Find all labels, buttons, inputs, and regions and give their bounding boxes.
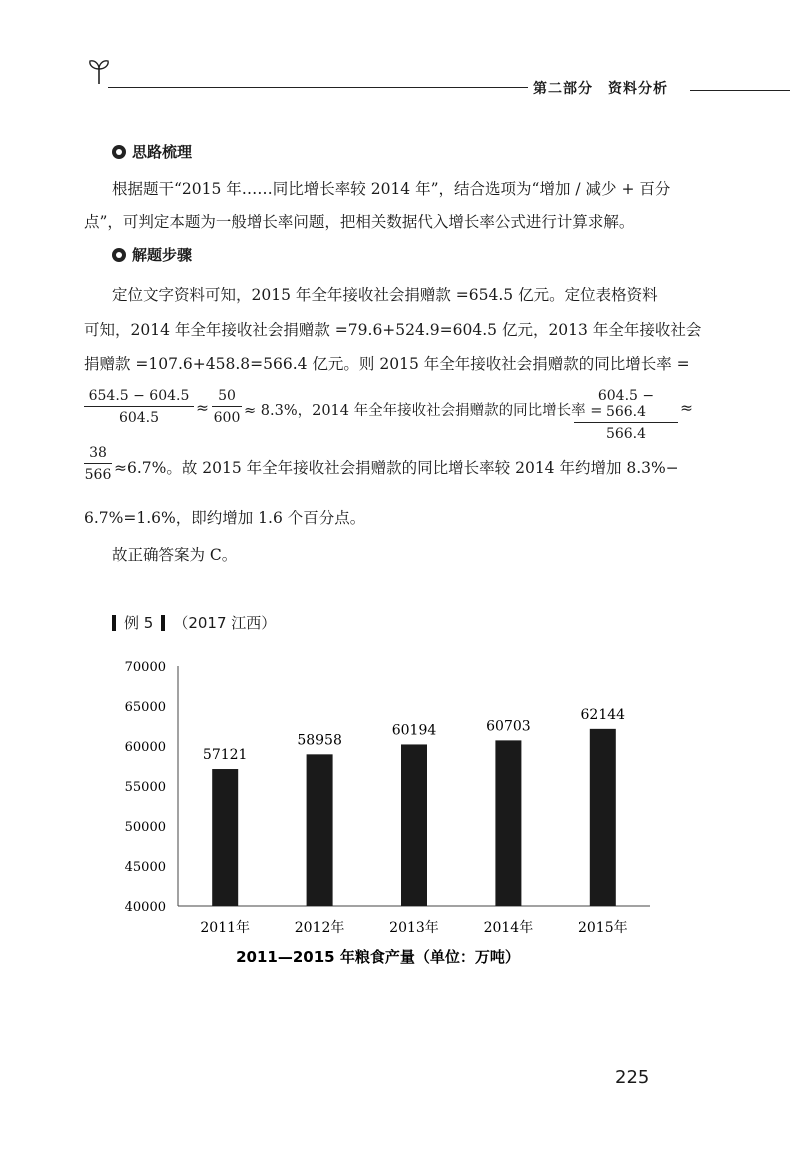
y-tick-label: 40000 [124, 900, 166, 915]
data-label: 62144 [580, 706, 626, 723]
steps-icon [112, 248, 126, 262]
y-tick-label: 65000 [124, 700, 166, 715]
sprout-icon [86, 56, 112, 86]
bar-2012年 [307, 754, 333, 906]
fraction-4-denominator: 566 [84, 467, 112, 483]
fraction-1-numerator: 654.5 − 604.5 [84, 388, 194, 407]
steps-line-3: 捐赠款 =107.6+458.8=566.4 亿元。则 2015 年全年接收社会捐赠款的同比增长率 = [84, 355, 690, 373]
bar-2014年 [495, 740, 521, 906]
steps-line-1: 定位文字资料可知，2015 年全年接收社会捐赠款 =654.5 亿元。定位表格资料 [112, 286, 658, 304]
gear-icon [112, 145, 126, 159]
header-rule-left [108, 87, 528, 88]
bar-2013年 [401, 744, 427, 906]
example-marker-left [112, 615, 116, 631]
y-tick-label: 55000 [124, 780, 166, 795]
data-label: 60194 [391, 722, 437, 739]
fraction-4-numerator: 38 [84, 445, 112, 464]
thinking-heading [112, 141, 192, 162]
x-tick-label: 2015年 [577, 920, 628, 936]
steps-heading [112, 244, 192, 265]
approx-sign-1: ≈ [196, 399, 209, 417]
answer-line: 故正确答案为 C。 [112, 546, 238, 564]
example-label [112, 612, 276, 633]
steps-line-6: 6.7%=1.6%，即约增加 1.6 个百分点。 [84, 509, 366, 527]
thinking-title: 思路梳理 [132, 143, 193, 161]
page-number: 225 [615, 1067, 650, 1088]
header-rule-right [690, 90, 790, 91]
example-number: 例 5 [124, 614, 154, 632]
fraction-1-denominator: 604.5 [118, 410, 160, 426]
x-tick-label: 2012年 [294, 920, 345, 936]
fraction-3-numerator: 604.5 − 566.4 [574, 388, 678, 423]
section-header: 第二部分 资料分析 [533, 81, 668, 97]
fraction-4 [84, 445, 112, 483]
bar-2011年 [212, 769, 238, 906]
data-label: 57121 [202, 747, 248, 764]
y-tick-label: 45000 [124, 860, 166, 875]
data-label: 60703 [486, 718, 531, 735]
steps-line-2: 可知，2014 年全年接收社会捐赠款 =79.6+524.9=604.5 亿元，2013 年全年接收社会 [84, 321, 702, 339]
bar-2015年 [590, 729, 616, 906]
fraction-3-denominator: 566.4 [605, 426, 647, 442]
formula-mid-text: ≈ 8.3%，2014 年全年接收社会捐赠款的同比增长率 = [244, 403, 603, 419]
fraction-2 [212, 388, 242, 426]
example-marker-right [161, 615, 165, 631]
approx-sign-2: ≈ [680, 399, 693, 417]
y-tick-label: 50000 [124, 820, 166, 835]
fraction-2-denominator: 600 [213, 410, 241, 426]
y-tick-label: 70000 [124, 660, 166, 675]
x-tick-label: 2014年 [483, 920, 534, 936]
x-tick-label: 2013年 [389, 920, 439, 936]
y-tick-label: 60000 [124, 740, 166, 755]
x-tick-label: 2011年 [200, 920, 251, 936]
fraction-1 [84, 388, 194, 426]
fraction-2-numerator: 50 [212, 388, 242, 407]
grain-output-chart [100, 650, 700, 980]
fraction-3 [574, 388, 678, 442]
data-label: 58958 [297, 732, 342, 749]
thinking-line-1: 根据题干“2015 年……同比增长率较 2014 年”，结合选项为“增加 / 减少 + 百分 [112, 180, 671, 198]
steps-line-5: ≈6.7%。故 2015 年全年接收社会捐赠款的同比增长率较 2014 年约增加 8.3%− [114, 459, 679, 477]
chart-title: 2011—2015 年粮食产量（单位：万吨） [236, 948, 520, 966]
example-source: （2017 江西） [173, 614, 277, 632]
thinking-line-2: 点”，可判定本题为一般增长率问题，把相关数据代入增长率公式进行计算求解。 [84, 213, 635, 231]
steps-title: 解题步骤 [132, 246, 193, 264]
